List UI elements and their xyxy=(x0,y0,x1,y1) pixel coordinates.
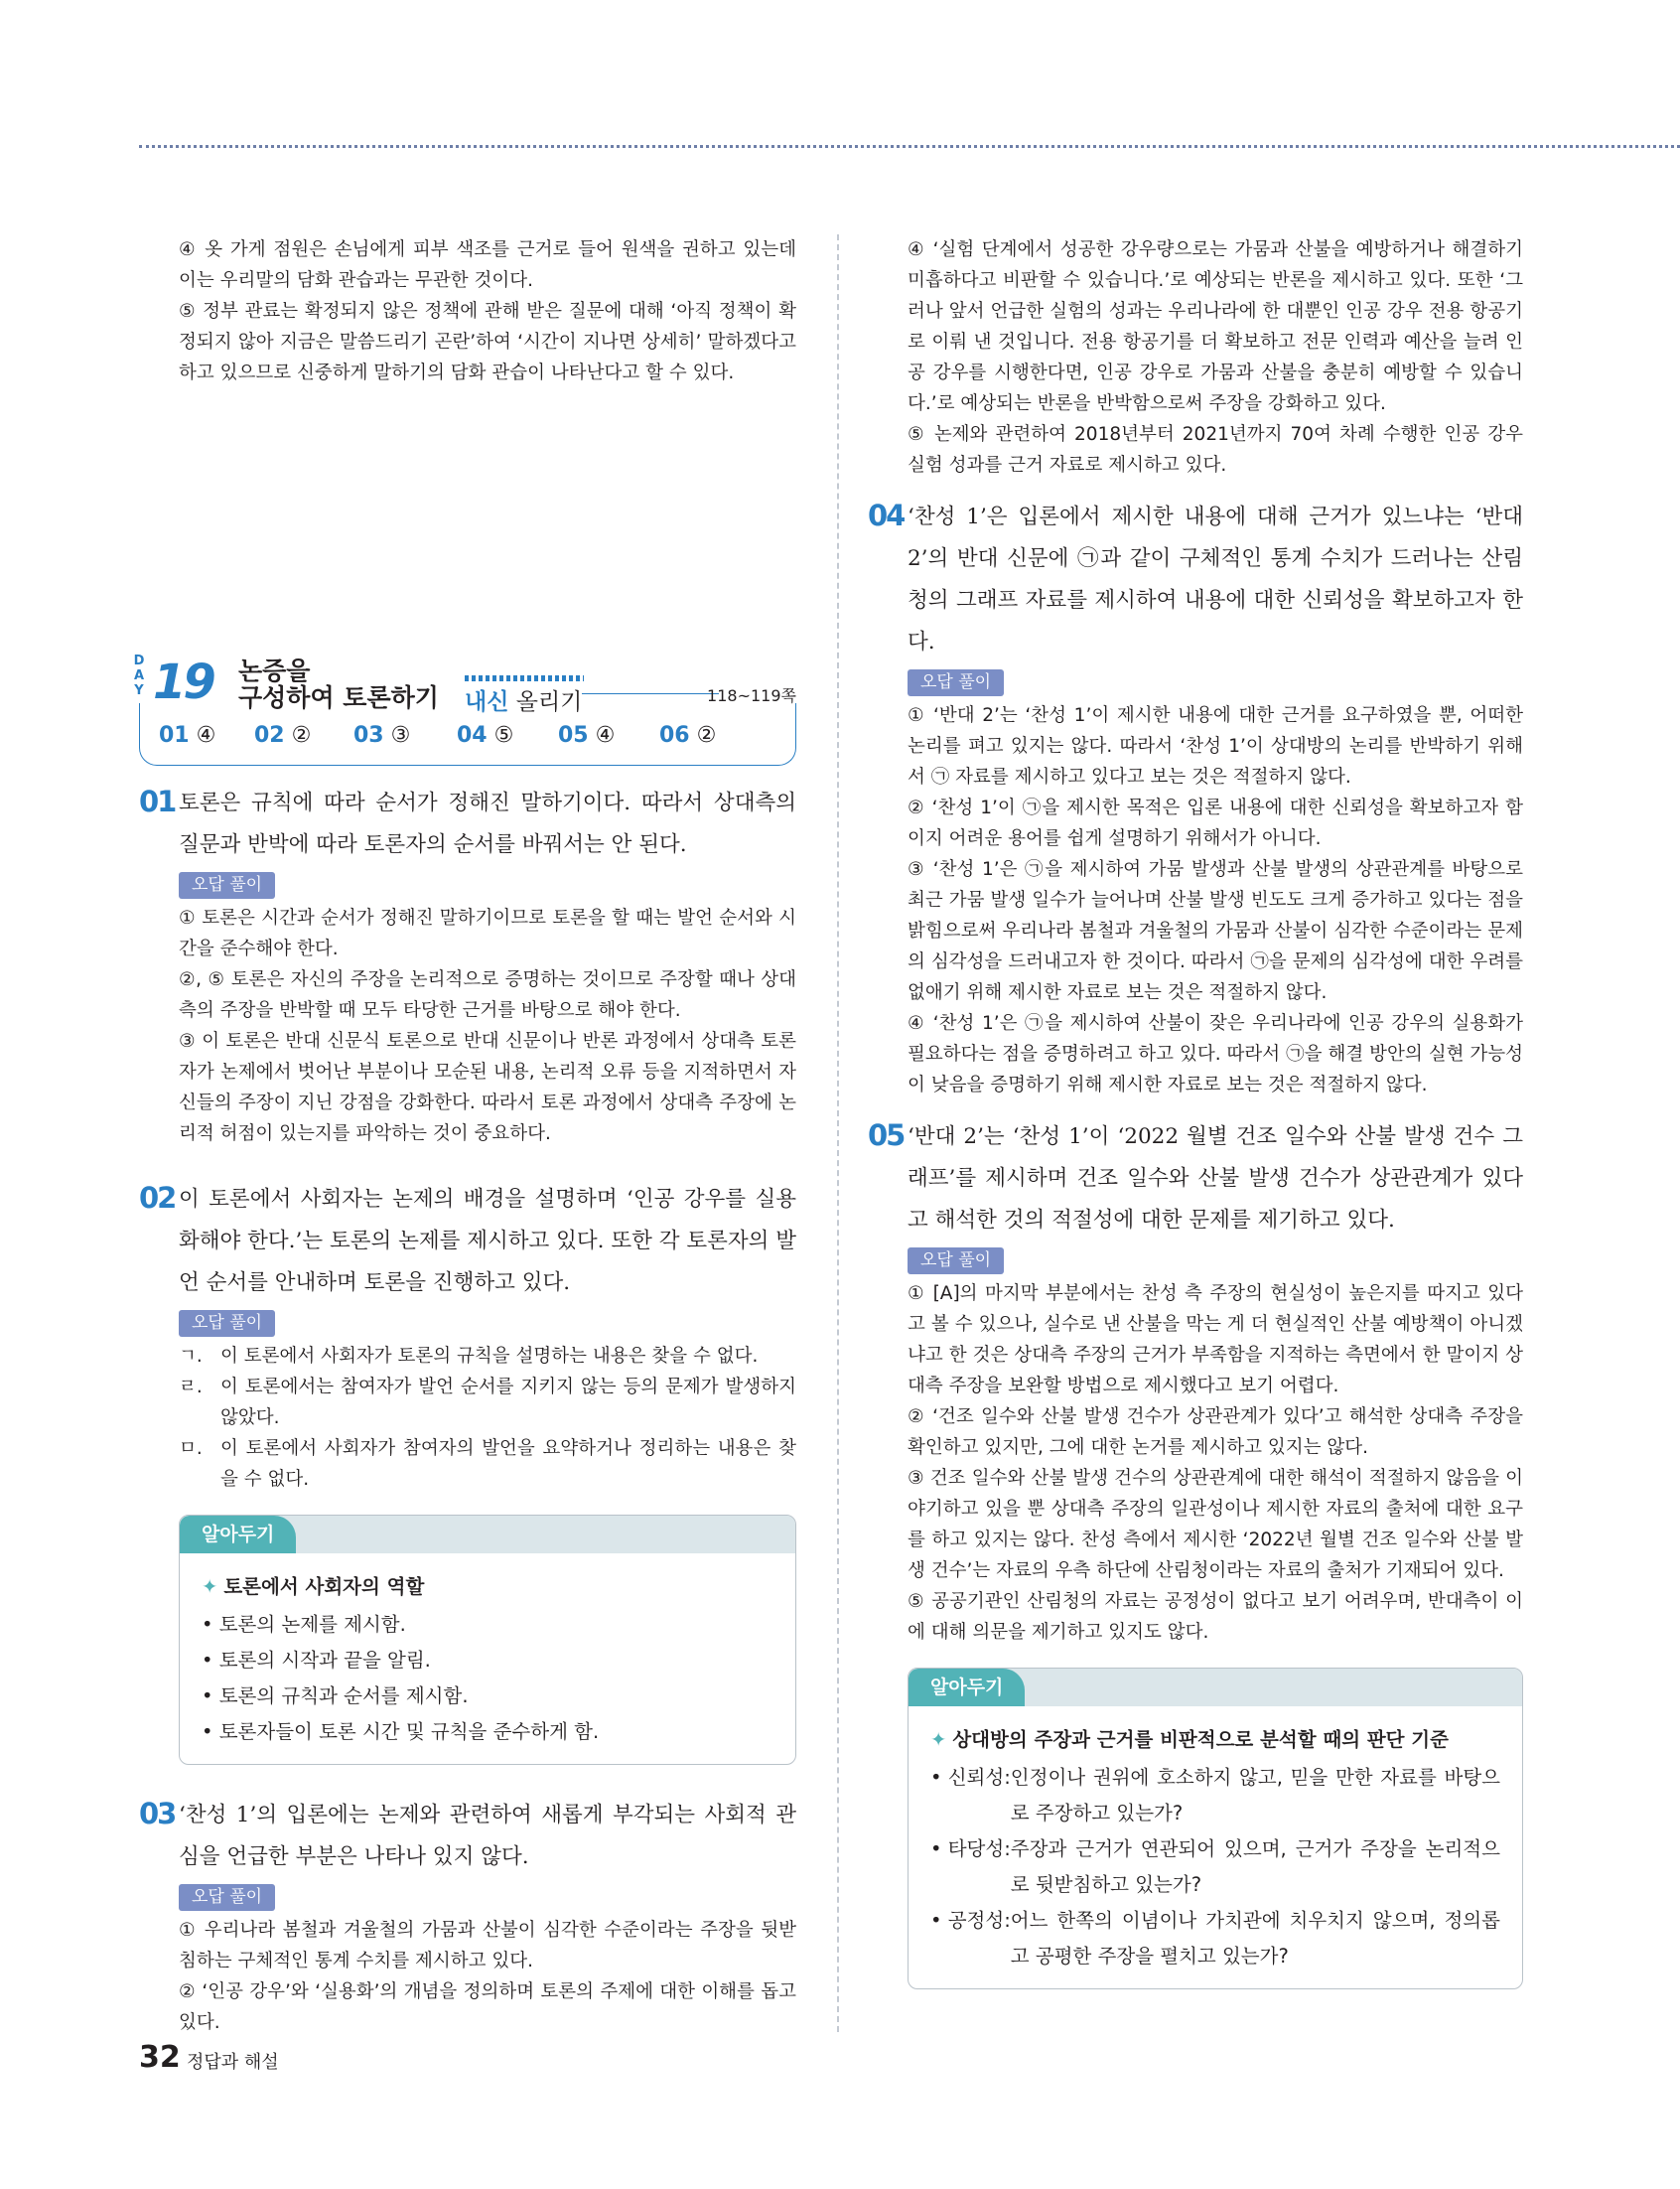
question-01 xyxy=(139,783,796,1149)
tip-label: 알아두기 xyxy=(180,1516,296,1553)
question-02 xyxy=(139,1179,797,1765)
tip-item: • 타당성: 주장과 근거가 연관되어 있으며, 근거가 주장을 논리적으로 뒷받침하고 있는가? xyxy=(930,1837,1500,1896)
left-top-continuation xyxy=(179,234,796,388)
answer-item: 02 ② xyxy=(254,723,312,748)
wrong-answer-badge: 오답 풀이 xyxy=(179,872,275,899)
wrong-answer-notes: ① [A]의 마지막 부분에서는 찬성 측 주장의 현실성이 높은지를 따지고 있다고 볼 수 있으나, 실수로 낸 산불을 막는 게 더 현실적인 산불 예방책이 아니겠냐고 한 것은 상대측 주장의 근거가 부족함을 지적하는 측면에서 한 말이지 상대측 주장을 보완할 방법으로 제시했다고 보기 어렵다. ② ‘건조 일수와 산불 발생 건수가 상관관계가 있다’고 해석한 상대측 주장을 확인하고 있지만, 그에 대한 논거를 제시하고 있지는 않다. ③ 건조 일수와 산불 발생 건수의 상관관계에 대한 해석이 적절하지 않음을 이야기하고 있을 뿐 상대측 주장의 일관성이나 제시한 자료의 출처에 대한 요구를 하고 있지는 않다. 찬성 측에서 제시한 ‘2022년 월별 건조 일수와 산불 발생 건수’는 자료의 우측 하단에 산림청이라는 자료의 출처가 기재되어 있다. ⑤ 공공기관인 산림청의 자료는 공정성이 없다고 보기 어려우며, 반대측이 이에 대해 의문을 제기하고 있지도 않다. xyxy=(908,1283,1523,1643)
top-dotted-rule xyxy=(139,145,1680,148)
tip-box xyxy=(179,1515,796,1765)
page-number: 32 xyxy=(139,2040,181,2075)
star-icon: ✦ xyxy=(930,1728,947,1751)
tip-title: ✦ 상대방의 주장과 근거를 비판적으로 분석할 때의 판단 기준 xyxy=(930,1728,1449,1751)
wrong-answer-badge: 오답 풀이 xyxy=(908,669,1004,696)
day-title: 논증을 구성하여 토론하기 xyxy=(238,657,439,712)
note-paragraph: ⑤ 정부 관료는 확정되지 않은 정책에 관해 받은 질문에 대해 ‘아직 정책이 확정되지 않아 지금은 말씀드리기 곤란’하여 ‘시간이 지나면 상세히’ 말하겠다고 하고 있으므로 신중하게 말하기의 담화 관습이 나타난다고 할 수 있다. xyxy=(179,301,796,383)
tip-title: ✦ 토론에서 사회자의 역할 xyxy=(202,1575,425,1598)
wrong-answer-notes: ㄱ. 이 토론에서 사회자가 토론의 규칙을 설명하는 내용은 찾을 수 없다. ㄹ. 이 토론에서는 참여자가 발언 순서를 지키지 않는 등의 문제가 발생하지 않았다. ㅁ. 이 토론에서 사회자가 참여자의 발언을 요약하거나 정리하는 내용은 찾을 수 없다. xyxy=(179,1346,796,1490)
right-top-continuation: ④ ‘실험 단계에서 성공한 강우량으로는 가뭄과 산불을 예방하거나 해결하기 미흡하다고 비판할 수 있습니다.’로 예상되는 반론을 제시하고 있다. 또한 ‘그러나 앞서 언급한 실험의 성과는 우리나라에 한 대뿐인 인공 강우 전용 항공기로 이뤄 낸 것입니다. 전용 항공기를 더 확보하고 전문 인력과 예산을 늘려 인공 강우를 시행한다면, 인공 강우로 가뭄과 산불을 충분히 예방할 수 있습니다.’로 예상되는 반론을 반박함으로써 주장을 강화하고 있다. ⑤ 논제와 관련하여 2018년부터 2021년까지 70여 차례 수행한 인공 강우 실험 성과를 근거 자료로 제시하고 있다. xyxy=(908,239,1523,476)
wrong-answer-notes: ① 우리나라 봄철과 겨울철의 가뭄과 산불이 심각한 수준이라는 주장을 뒷받침하는 구체적인 통계 수치를 제시하고 있다. ② ‘인공 강우’와 ‘실용화’의 개념을 정의하며 토론의 주제에 대한 이해를 돕고 있다. xyxy=(179,1920,796,2033)
answer-item: 01 ④ xyxy=(159,723,216,748)
day-number: 19 xyxy=(153,655,213,710)
day-subtitle: 내신 올리기 xyxy=(465,689,583,715)
tip-item: • 토론의 논제를 제시함. xyxy=(202,1613,406,1636)
footer-label: 정답과 해설 xyxy=(187,2052,279,2073)
tip-item: • 토론의 시작과 끝을 알림. xyxy=(202,1649,431,1672)
question-03 xyxy=(139,1795,796,2038)
answer-item: 04 ⑤ xyxy=(457,723,514,748)
question-number: 04 xyxy=(868,499,905,532)
tip-item: • 공정성: 어느 한쪽의 이념이나 가치관에 치우치지 않으며, 정의롭고 공평한 주장을 펼치고 있는가? xyxy=(930,1909,1500,1968)
question-number: 01 xyxy=(139,785,176,818)
wrong-answer-notes: ① 토론은 시간과 순서가 정해진 말하기이므로 토론을 할 때는 발언 순서와 시간을 준수해야 한다. ②, ⑤ 토론은 자신의 주장을 논리적으로 증명하는 것이므로 주장할 때나 상대측의 주장을 반박할 때 모두 타당한 근거를 바탕으로 해야 한다. ③ 이 토론은 반대 신문식 토론으로 반대 신문이나 반론 과정에서 상대측 토론자가 논제에서 벗어난 부분이나 모순된 내용, 논리적 오류 등을 지적하면서 자신들의 주장이 지닌 강점을 강화한다. 따라서 토론 과정에서 상대측 주장에 논리적 허점이 있는지를 파악하는 것이 중요하다. xyxy=(179,908,796,1144)
left-questions xyxy=(139,783,797,2038)
stripe-decoration xyxy=(465,675,584,681)
right-column xyxy=(868,234,1523,1989)
question-explanation: ‘반대 2’는 ‘찬성 1’이 ‘2022 월별 건조 일수와 산불 발생 건수 그래프’를 제시하며 건조 일수와 산불 발생 건수가 상관관계가 있다고 해석한 것의 적절성에 대한 문제를 제기하고 있다. xyxy=(908,1124,1523,1233)
day-header xyxy=(129,654,796,765)
question-number: 02 xyxy=(139,1181,176,1215)
note-paragraph: ④ 옷 가게 점원은 손님에게 피부 색조를 근거로 들어 원색을 권하고 있는데 이는 우리말의 담화 관습과는 무관한 것이다. xyxy=(179,239,796,291)
wrong-answer-badge: 오답 풀이 xyxy=(179,1884,275,1911)
column-divider xyxy=(837,234,839,2032)
question-explanation: ‘찬성 1’은 입론에서 제시한 내용에 대해 근거가 있느냐는 ‘반대 2’의 반대 신문에 ㉠과 같이 구체적인 통계 수치가 드러나는 산림청의 그래프 자료를 제시하여 내용에 대한 신뢰성을 확보하고자 한다. xyxy=(908,505,1523,655)
question-explanation: ‘찬성 1’의 입론에는 논제와 관련하여 새롭게 부각되는 사회적 관심을 언급한 부분은 나타나 있지 않다. xyxy=(179,1803,796,1869)
star-icon: ✦ xyxy=(202,1575,218,1598)
question-explanation: 토론은 규칙에 따라 순서가 정해진 말하기이다. 따라서 상대측의 질문과 반박에 따라 토론자의 순서를 바꿔서는 안 된다. xyxy=(179,791,796,857)
question-05 xyxy=(868,1116,1523,1989)
question-number: 05 xyxy=(868,1118,905,1152)
tip-box xyxy=(908,1668,1523,1989)
question-04 xyxy=(868,497,1523,1100)
tip-item: • 토론의 규칙과 순서를 제시함. xyxy=(202,1684,469,1707)
wrong-answer-badge: 오답 풀이 xyxy=(908,1247,1004,1274)
page-reference: 118~119쪽 xyxy=(707,686,796,705)
question-number: 03 xyxy=(139,1797,176,1830)
tip-item: • 토론자들이 토론 시간 및 규칙을 준수하게 함. xyxy=(202,1720,600,1743)
question-explanation: 이 토론에서 사회자는 논제의 배경을 설명하며 ‘인공 강우를 실용화해야 한다.’는 토론의 논제를 제시하고 있다. 또한 각 토론자의 발언 순서를 안내하며 토론을 진행하고 있다. xyxy=(179,1187,797,1295)
tip-item: • 신뢰성: 인정이나 권위에 호소하지 않고, 믿을 만한 자료를 바탕으로 주장하고 있는가? xyxy=(930,1766,1500,1824)
wrong-answer-badge: 오답 풀이 xyxy=(179,1310,275,1337)
day-label: D A Y xyxy=(133,654,145,698)
header-line xyxy=(582,693,719,694)
wrong-answer-notes: ① ‘반대 2’는 ‘찬성 1’이 제시한 내용에 대한 근거를 요구하였을 뿐, 어떠한 논리를 펴고 있지는 않다. 따라서 ‘찬성 1’이 상대방의 논리를 반박하기 위해서 ㉠ 자료를 제시하고 있다고 보는 것은 적절하지 않다. ② ‘찬성 1’이 ㉠을 제시한 목적은 입론 내용에 대한 신뢰성을 확보하고자 함이지 어려운 용어를 쉽게 설명하기 위해서가 아니다. ③ ‘찬성 1’은 ㉠을 제시하여 가뭄 발생과 산불 발생의 상관관계를 바탕으로 최근 가뭄 발생 일수가 늘어나며 산불 발생 빈도도 크게 증가하고 있다는 점을 밝힘으로써 우리나라 봄철과 겨울철의 가뭄과 산불이 심각한 수준이라는 문제의 심각성을 드러내고자 한 것이다. 따라서 ㉠을 문제의 심각성에 대한 우려를 없애기 위해 제시한 자료로 보는 것은 적절하지 않다. ④ ‘찬성 1’은 ㉠을 제시하여 산불이 잦은 우리나라에 인공 강우의 실용화가 필요하다는 점을 증명하려고 하고 있다. 따라서 ㉠을 해결 방안의 실현 가능성이 낮음을 증명하기 위해 제시한 자료로 보는 것은 적절하지 않다. xyxy=(908,705,1523,1095)
answer-item: 03 ③ xyxy=(353,723,411,748)
tip-label: 알아두기 xyxy=(909,1669,1025,1706)
answer-item: 05 ④ xyxy=(558,723,616,748)
answer-item: 06 ② xyxy=(659,723,717,748)
